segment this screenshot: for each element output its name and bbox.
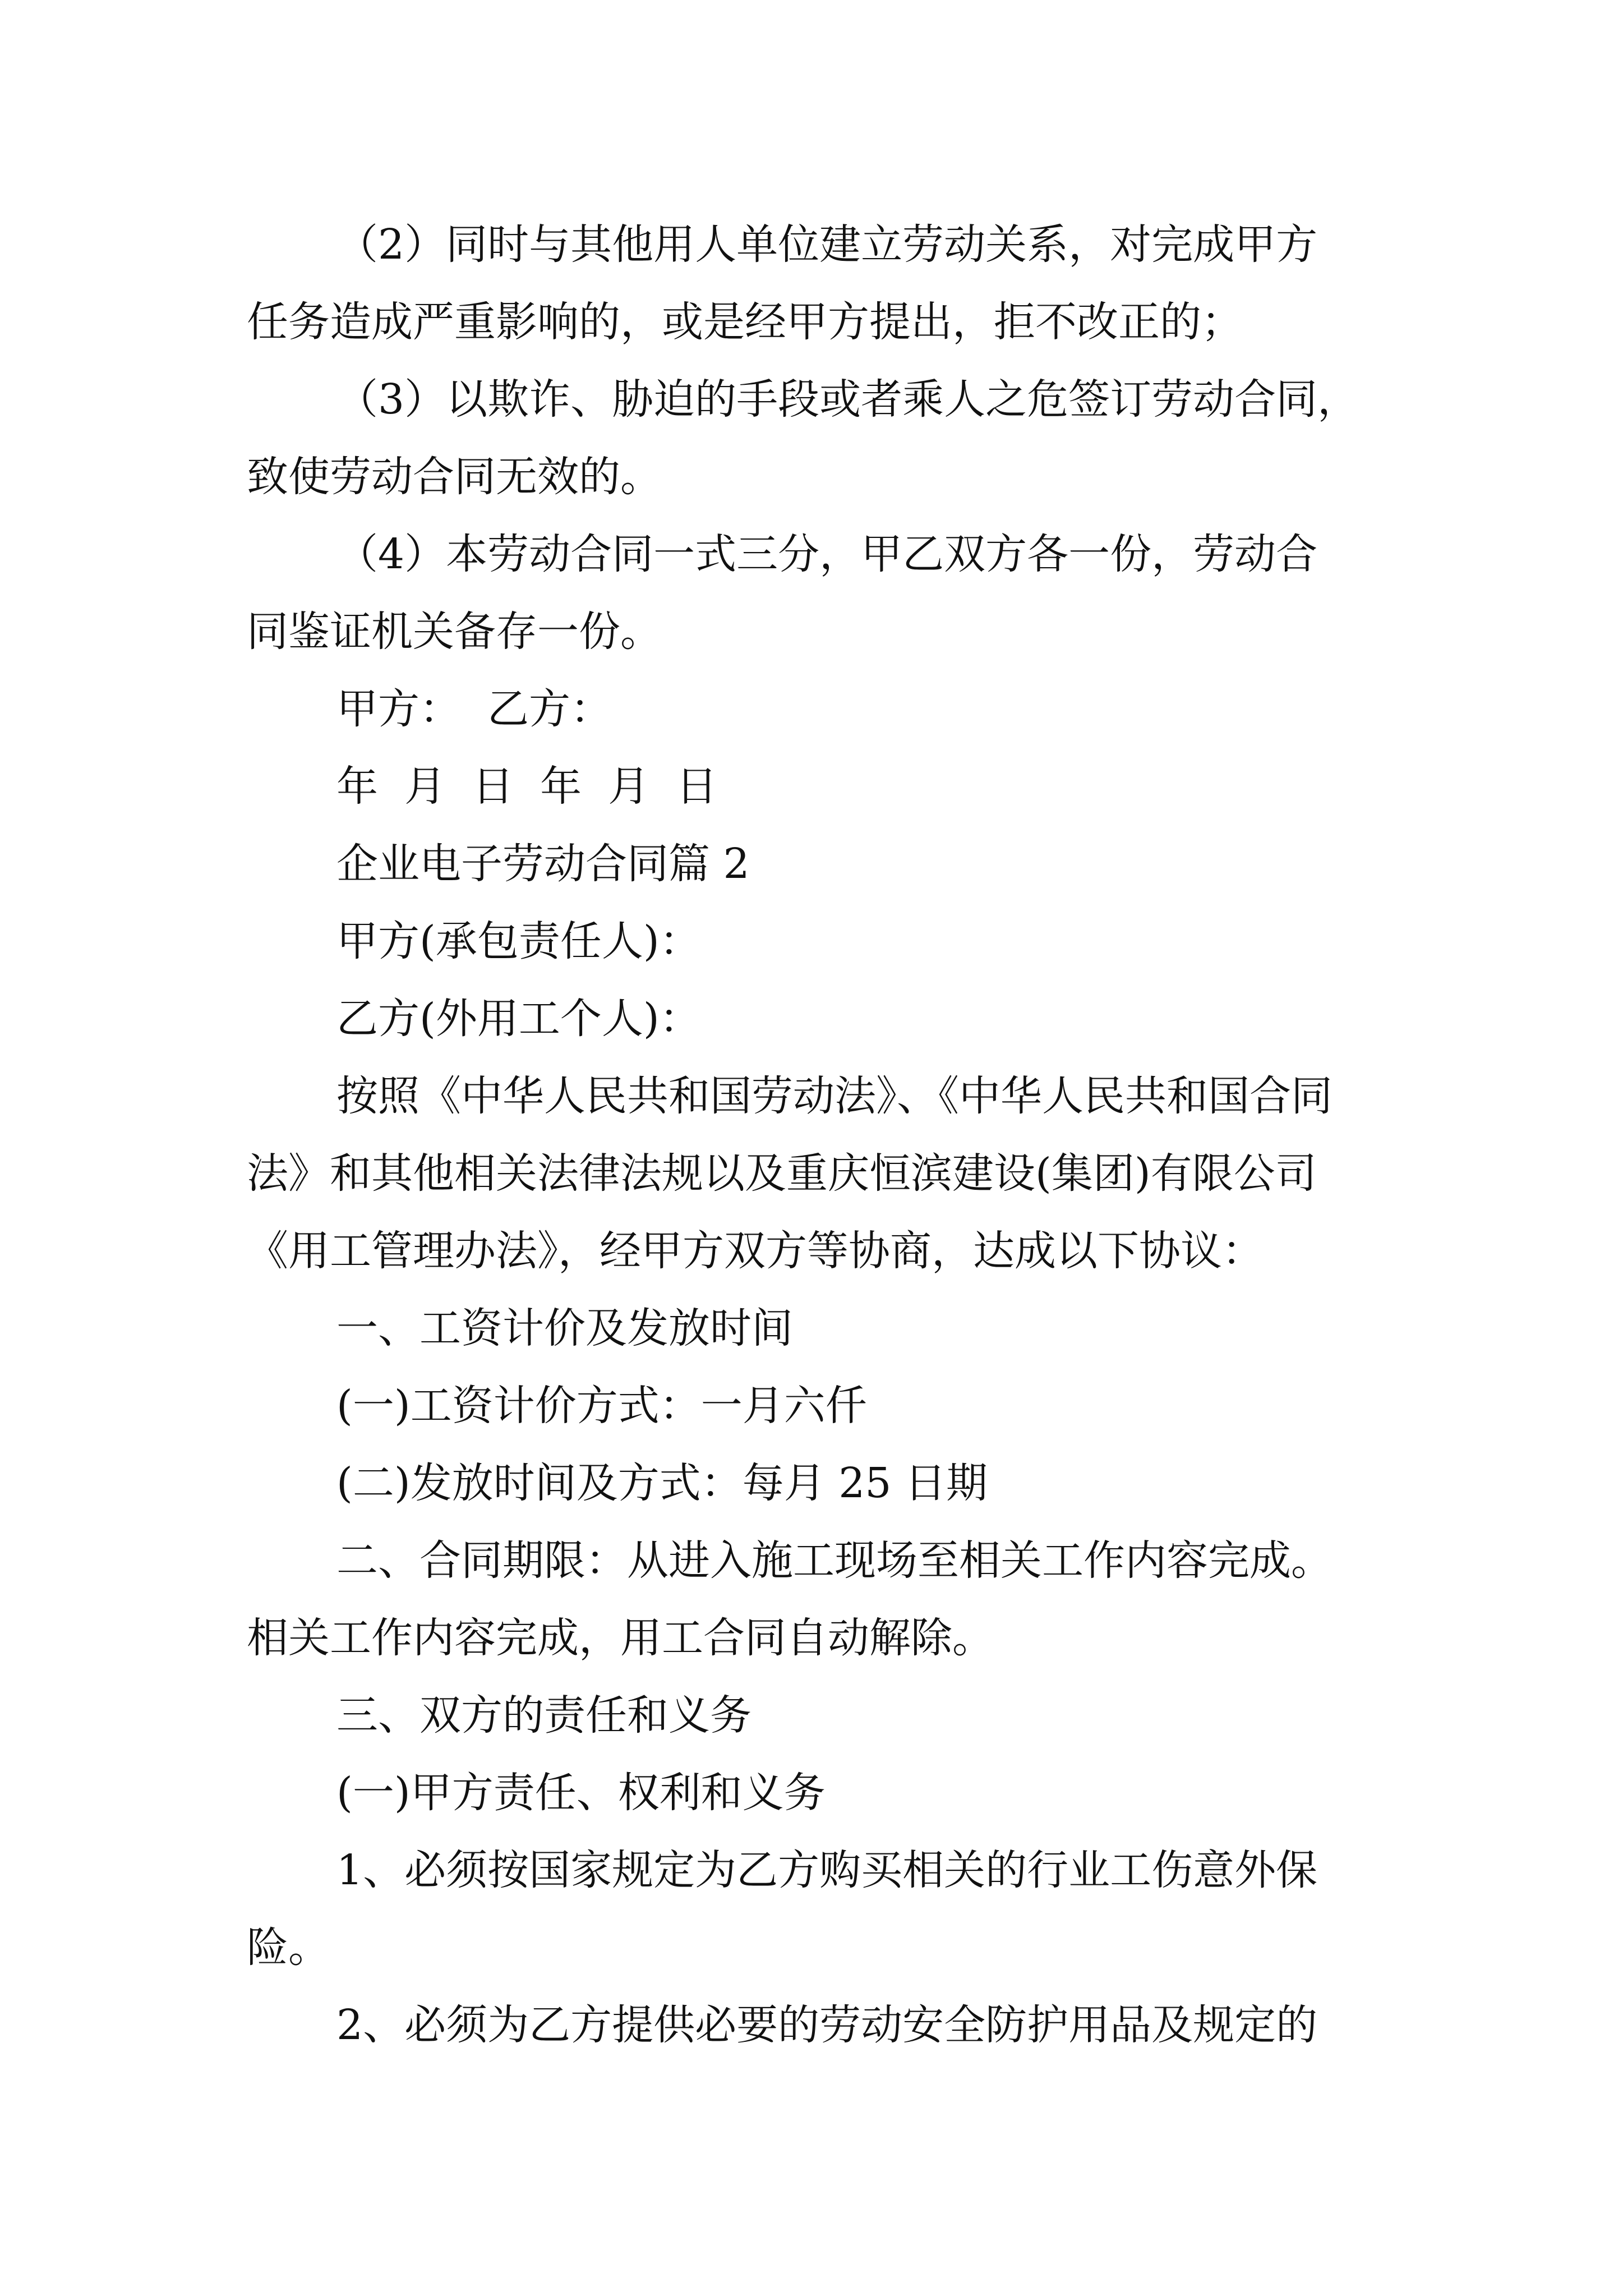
text-line-22: 1、必须按国家规定为乙方购买相关的行业工伤意外保 [336, 1846, 1318, 1894]
text-line-4: 致使劳动合同无效的。 [247, 453, 662, 501]
section-title: 企业电子劳动合同篇 2 [336, 840, 750, 888]
text-line-13: 法》和其他相关法律法规以及重庆恒滨建设(集团)有限公司 [247, 1149, 1317, 1198]
text-line-14: 《用工管理办法》，经甲方双方等协商，达成以下协议： [247, 1227, 1264, 1275]
heading-wages: 一、工资计价及发放时间 [336, 1304, 793, 1352]
text-line-6: 同鉴证机关备存一份。 [247, 608, 662, 656]
party-b-line: 乙方(外用工个人)： [336, 995, 701, 1043]
text-line-23: 险。 [247, 1924, 330, 1972]
heading-contract-term: 二、合同期限：从进入施工现场至相关工作内容完成。 [336, 1536, 1332, 1585]
party-a-line: 甲方(承包责任人)： [336, 917, 701, 965]
text-line-5: （4）本劳动合同一式三分，甲乙双方各一份，劳动合 [336, 530, 1318, 578]
signature-date-line: 年 月 日 年 月 日 [336, 762, 718, 811]
text-line-24: 2、必须为乙方提供必要的劳动安全防护用品及规定的 [336, 2001, 1318, 2049]
text-line-3: （3）以欺诈、胁迫的手段或者乘人之危签订劳动合同， [336, 375, 1359, 424]
heading-responsibilities: 三、双方的责任和义务 [336, 1691, 751, 1740]
text-line-19: 相关工作内容完成，用工合同自动解除。 [247, 1614, 994, 1662]
text-line-2: 任务造成严重影响的，或是经甲方提出，拒不改正的； [247, 298, 1243, 346]
signature-party-line: 甲方： 乙方： [336, 685, 612, 733]
text-line-1: （2）同时与其他用人单位建立劳动关系，对完成甲方 [336, 220, 1318, 269]
text-line-12: 按照《中华人民共和国劳动法》、《中华人民共和国合同 [336, 1072, 1332, 1120]
text-line-16: (一)工资计价方式：一月六仟 [336, 1382, 867, 1430]
text-line-17: (二)发放时间及方式：每月 25 日期 [336, 1459, 988, 1507]
subheading-party-a: (一)甲方责任、权利和义务 [336, 1769, 826, 1817]
